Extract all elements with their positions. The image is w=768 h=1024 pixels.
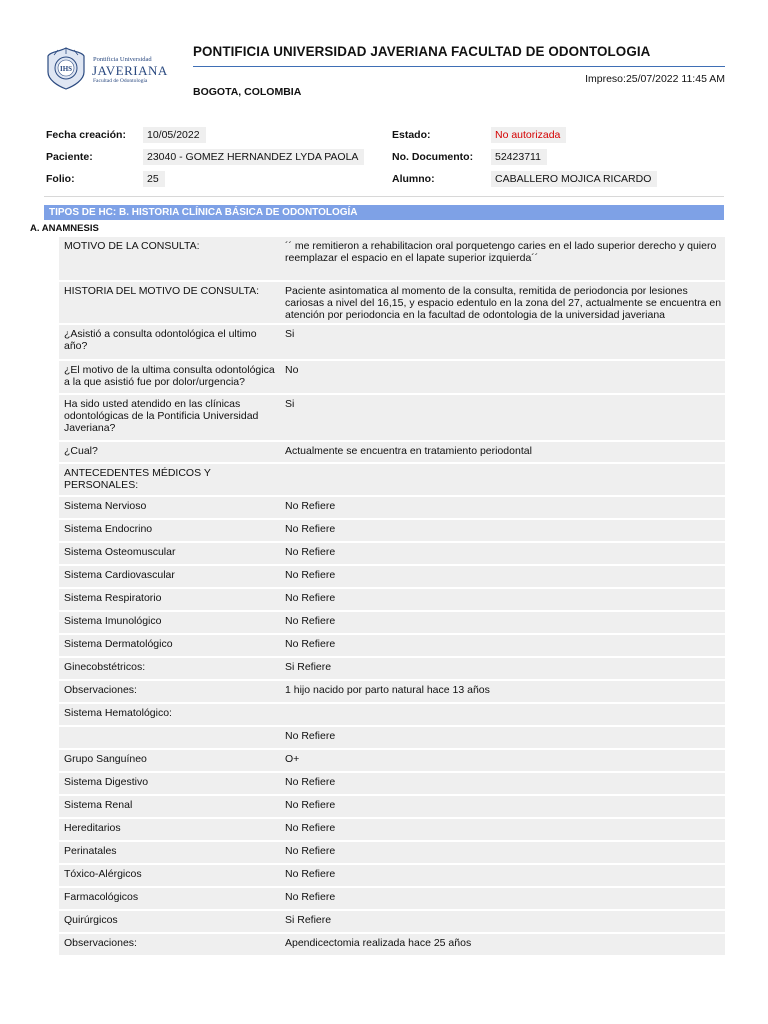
estado-label: Estado:	[392, 129, 431, 141]
row-label: Sistema Imunológico	[64, 615, 162, 627]
row-label: Grupo Sanguíneo	[64, 753, 147, 765]
row-label: ¿El motivo de la ultima consulta odontológica a la que asistió fue por dolor/urgencia?	[64, 364, 275, 388]
row-value: Actualmente se encuentra en tratamiento periodontal	[285, 445, 532, 457]
row-value: No Refiere	[285, 592, 336, 604]
university-logo	[44, 44, 168, 94]
row-label: ¿Cual?	[64, 445, 98, 457]
row-label: Sistema Cardiovascular	[64, 569, 175, 581]
table-row	[59, 773, 725, 796]
row-value: Si Refiere	[285, 661, 332, 673]
logo-line-1: Pontificia Universidad	[93, 56, 152, 63]
estado-value: No autorizada	[491, 127, 566, 143]
fecha-creacion-value: 10/05/2022	[143, 127, 206, 143]
row-value: Si	[285, 328, 295, 340]
logo-line-2: JAVERIANA	[92, 63, 168, 78]
table-row	[59, 325, 725, 361]
row-label: Observaciones:	[64, 684, 137, 696]
paciente-label: Paciente:	[46, 151, 93, 163]
table-row	[59, 442, 725, 464]
row-value: No Refiere	[285, 638, 336, 650]
table-row	[59, 704, 725, 727]
row-label: ANTECEDENTES MÉDICOS Y PERSONALES:	[64, 467, 211, 491]
table-row	[59, 395, 725, 442]
table-row	[59, 658, 725, 681]
row-value: Si Refiere	[285, 914, 332, 926]
row-value: No Refiere	[285, 822, 336, 834]
table-row	[59, 681, 725, 704]
row-label: Sistema Dermatológico	[64, 638, 173, 650]
row-value: No Refiere	[285, 845, 336, 857]
alumno-label: Alumno:	[392, 173, 435, 185]
row-value: 1 hijo nacido por parto natural hace 13 años	[285, 684, 490, 696]
table-row	[59, 237, 725, 282]
table-row	[59, 911, 725, 934]
row-label: Sistema Osteomuscular	[64, 546, 176, 558]
row-label: Perinatales	[64, 845, 117, 857]
row-label: HISTORIA DEL MOTIVO DE CONSULTA:	[64, 285, 260, 297]
table-row	[59, 497, 725, 520]
table-row	[59, 888, 725, 911]
row-value: No Refiere	[285, 546, 336, 558]
row-label: Ginecobstétricos:	[64, 661, 146, 673]
folio-value: 25	[143, 171, 165, 187]
alumno-value: CABALLERO MOJICA RICARDO	[491, 171, 657, 187]
row-label: Hereditarios	[64, 822, 121, 834]
table-row	[59, 819, 725, 842]
documento-value: 52423711	[491, 149, 547, 165]
row-label: Sistema Endocrino	[64, 523, 153, 535]
table-row	[59, 796, 725, 819]
row-label: MOTIVO DE LA CONSULTA:	[64, 240, 200, 252]
paciente-value: 23040 - GOMEZ HERNANDEZ LYDA PAOLA	[143, 149, 364, 165]
row-value	[281, 464, 725, 495]
row-value: No Refiere	[285, 615, 336, 627]
table-row	[59, 282, 725, 325]
document-title: PONTIFICIA UNIVERSIDAD JAVERIANA FACULTAD DE ODONTOLOGIA	[193, 44, 651, 59]
row-value: No Refiere	[285, 500, 336, 512]
table-row	[59, 750, 725, 773]
row-value: O+	[285, 753, 300, 765]
row-label: Sistema Nervioso	[64, 500, 147, 512]
table-row	[59, 612, 725, 635]
row-value: No Refiere	[285, 799, 336, 811]
folio-label: Folio:	[46, 173, 75, 185]
subsection-title: A. ANAMNESIS	[30, 223, 99, 234]
row-label: Sistema Respiratorio	[64, 592, 162, 604]
row-value: Si	[285, 398, 295, 410]
row-value	[281, 704, 725, 725]
row-label: Tóxico-Alérgicos	[64, 868, 142, 880]
anamnesis-table	[59, 237, 725, 957]
table-row	[59, 865, 725, 888]
table-row	[59, 842, 725, 865]
header-divider	[193, 66, 725, 67]
documento-label: No. Documento:	[392, 151, 474, 163]
row-label	[59, 727, 281, 748]
fecha-creacion-label: Fecha creación:	[46, 129, 126, 141]
table-row	[59, 589, 725, 612]
row-value: No Refiere	[285, 730, 336, 742]
seal-text: IHS	[59, 65, 73, 73]
printed-timestamp: Impreso:25/07/2022 11:45 AM	[585, 73, 725, 85]
row-label: ¿Asistió a consulta odontológica el ultimo año?	[64, 328, 257, 352]
row-value: No Refiere	[285, 868, 336, 880]
row-value: Apendicectomia realizada hace 25 años	[285, 937, 472, 949]
row-value: No Refiere	[285, 776, 336, 788]
university-seal-icon	[44, 46, 88, 90]
row-value: No Refiere	[285, 523, 336, 535]
row-value: No Refiere	[285, 891, 336, 903]
table-row	[59, 635, 725, 658]
row-label: Farmacológicos	[64, 891, 139, 903]
table-row	[59, 566, 725, 589]
table-row	[59, 934, 725, 957]
table-row	[59, 361, 725, 395]
row-label: Sistema Digestivo	[64, 776, 149, 788]
row-label: Sistema Hematológico:	[64, 707, 172, 719]
table-row	[59, 520, 725, 543]
section-header: TIPOS DE HC: B. HISTORIA CLÍNICA BÁSICA DE ODONTOLOGÍA	[44, 205, 724, 220]
row-value: No Refiere	[285, 569, 336, 581]
row-value: Paciente asintomatica al momento de la consulta, remitida de periodoncia por lesiones cariosas a nivel del 16,15, y espacio edentulo en la zona del 27, actualmente se encuentra en atención por periodoncia en la facultad de odontologia de la universidad javeriana	[285, 285, 722, 321]
row-label: Ha sido usted atendido en las clínicas odontológicas de la Pontificia Universidad Javeriana?	[64, 398, 259, 434]
logo-line-3: Facultad de Odontología	[93, 78, 148, 84]
table-row	[59, 464, 725, 497]
meta-divider	[44, 196, 724, 197]
table-row	[59, 543, 725, 566]
row-label: Sistema Renal	[64, 799, 133, 811]
row-value: ´´ me remitieron a rehabilitacion oral porquetengo caries en el lado superior derecho y quiero reemplazar el espacio en el lapate superior izquierda´´	[285, 240, 717, 264]
row-label: Observaciones:	[64, 937, 137, 949]
row-value: No	[285, 364, 299, 376]
city-label: BOGOTA, COLOMBIA	[193, 86, 302, 98]
table-row	[59, 727, 725, 750]
row-label: Quirúrgicos	[64, 914, 118, 926]
